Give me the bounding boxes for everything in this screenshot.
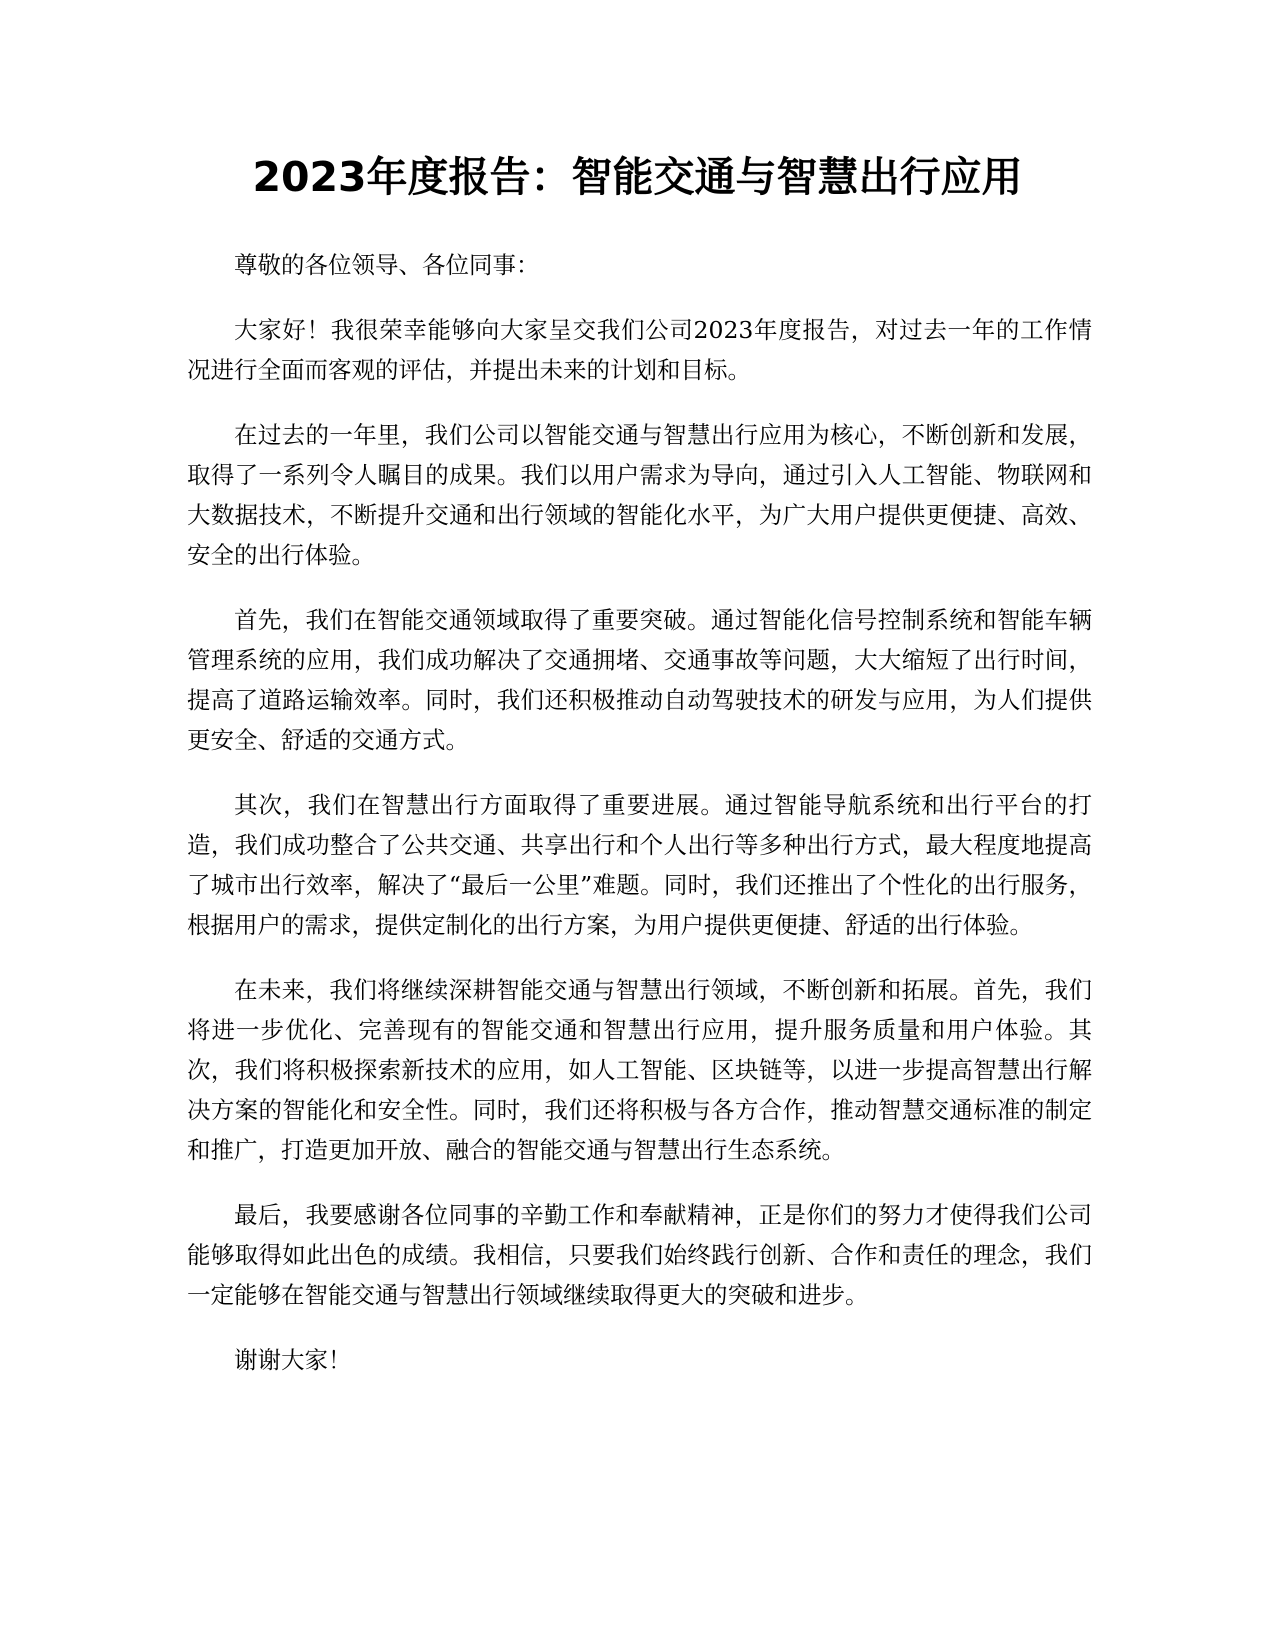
future-plans-paragraph: 在未来，我们将继续深耕智能交通与智慧出行领域，不断创新和拓展。首先，我们将进一步优化、完善现有的智能交通和智慧出行应用，提升服务质量和用户体验。其次，我们将积极探索新技术的应用，如人工智能、区块链等，以进一步提高智慧出行解决方案的智能化和安全性。同时，我们还将积极与各方合作，推动智慧交通标准的制定和推广，打造更加开放、融合的智能交通与智慧出行生态系统。	[187, 976, 1092, 1164]
thanks-paragraph: 谢谢大家！	[234, 1346, 352, 1374]
closing-paragraph: 最后，我要感谢各位同事的辛勤工作和奉献精神，正是你们的努力才使得我们公司能够取得如此出色的成绩。我相信，只要我们始终践行创新、合作和责任的理念，我们一定能够在智能交通与智慧出行领域继续取得更大的突破和进步。	[187, 1201, 1092, 1309]
document-title: 2023年度报告：智能交通与智慧出行应用	[252, 153, 1023, 201]
achievements-paragraph: 在过去的一年里，我们公司以智能交通与智慧出行应用为核心，不断创新和发展，取得了一系列令人瞩目的成果。我们以用户需求为导向，通过引入人工智能、物联网和大数据技术，不断提升交通和出行领域的智能化水平，为广大用户提供更便捷、高效、安全的出行体验。	[187, 421, 1092, 569]
smart-mobility-paragraph: 其次，我们在智慧出行方面取得了重要进展。通过智能导航系统和出行平台的打造，我们成功整合了公共交通、共享出行和个人出行等多种出行方式，最大程度地提高了城市出行效率，解决了“最后一公里”难题。同时，我们还推出了个性化的出行服务，根据用户的需求，提供定制化的出行方案，为用户提供更便捷、舒适的出行体验。	[187, 791, 1092, 939]
salutation-paragraph: 尊敬的各位领导、各位同事：	[234, 251, 540, 279]
greeting-paragraph: 大家好！我很荣幸能够向大家呈交我们公司2023年度报告，对过去一年的工作情况进行全面而客观的评估，并提出未来的计划和目标。	[187, 316, 1092, 384]
document-body	[187, 245, 1092, 1405]
smart-traffic-paragraph: 首先，我们在智能交通领域取得了重要突破。通过智能化信号控制系统和智能车辆管理系统的应用，我们成功解决了交通拥堵、交通事故等问题，大大缩短了出行时间，提高了道路运输效率。同时，我们还积极推动自动驾驶技术的研发与应用，为人们提供更安全、舒适的交通方式。	[187, 606, 1092, 754]
